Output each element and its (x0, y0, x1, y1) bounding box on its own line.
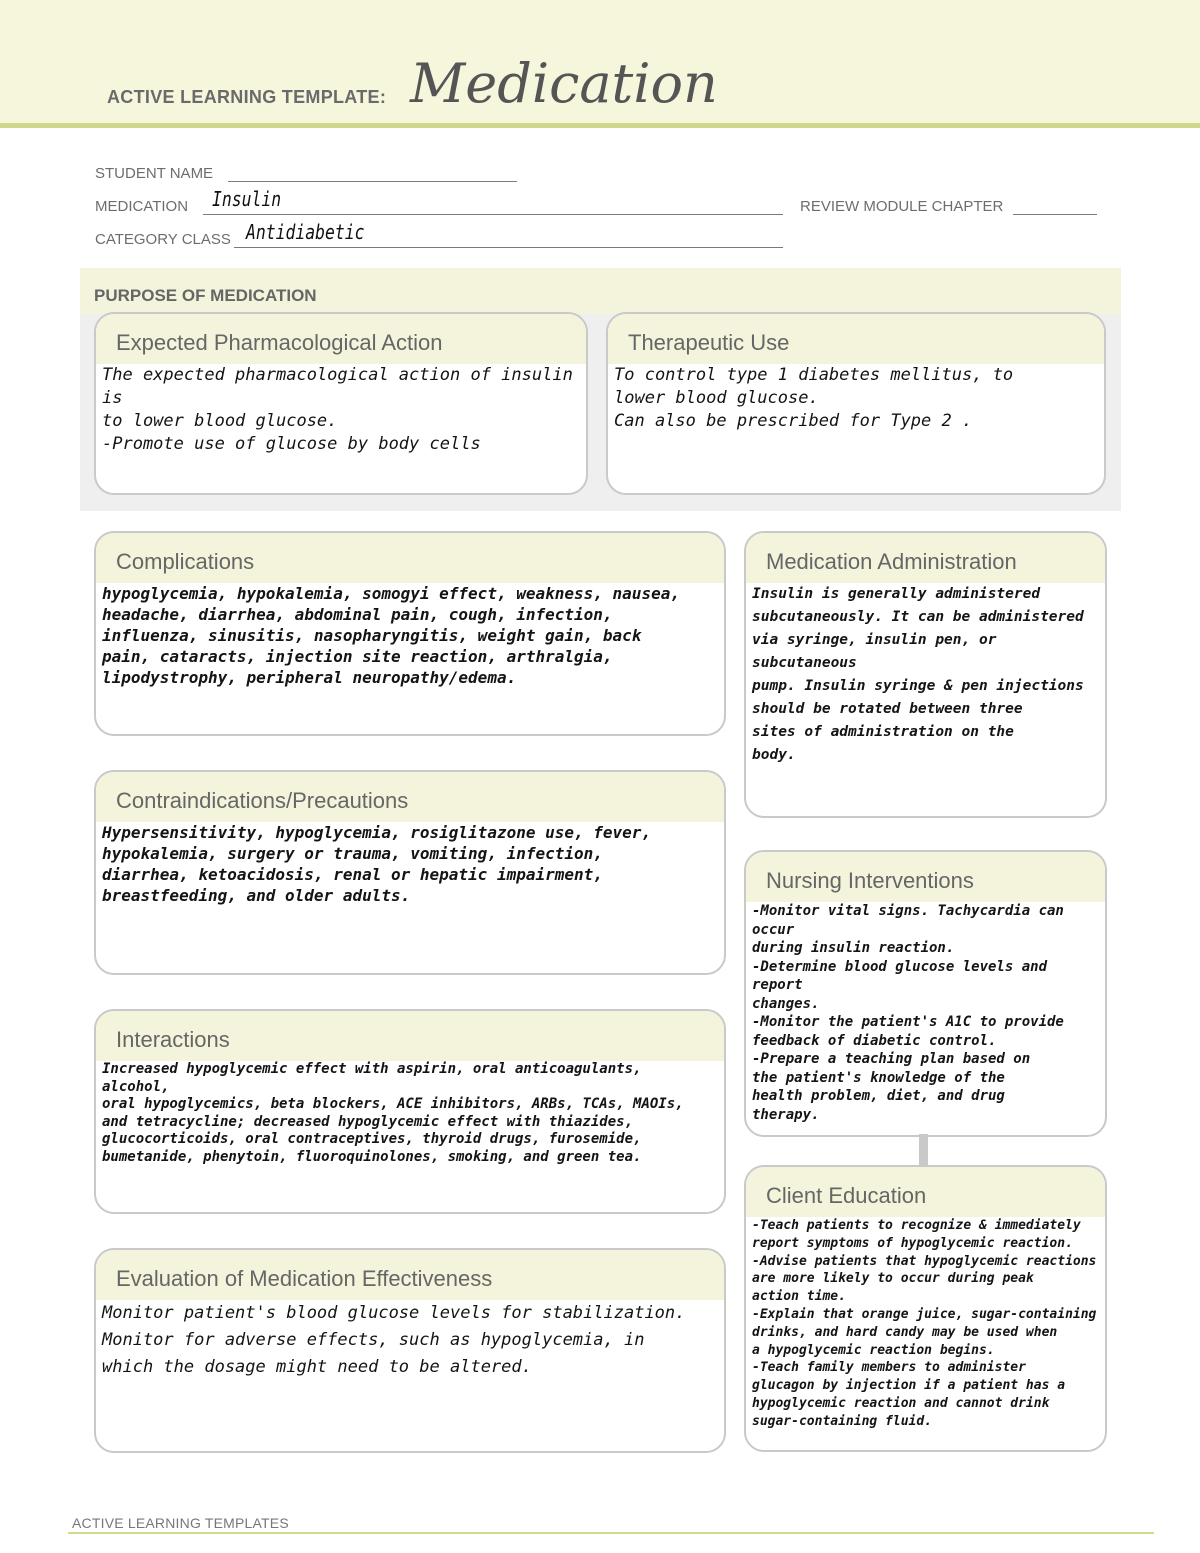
complications-box (94, 531, 726, 736)
expected-action-box (94, 312, 588, 495)
category-class-label: CATEGORY CLASS (95, 231, 231, 248)
nursing-interventions-box (744, 850, 1107, 1137)
administration-text[interactable]: Insulin is generally administered subcutaneously. It can be administered via syringe, insulin pen, or subcutaneous pump. Insulin syringe & pen injections should be rotated between three sites of administration on the body. (752, 586, 1084, 763)
category-class-field[interactable]: Antidiabetic (246, 220, 365, 244)
contraindications-text[interactable]: Hypersensitivity, hypoglycemia, rosiglitazone use, fever, hypokalemia, surgery or trauma, vomiting, infection, diarrhea, ketoacidosis, renal or hepatic impairment, breastfeeding, and older adults. (102, 823, 652, 905)
expected-action-title: Expected Pharmacological Action (116, 330, 443, 355)
template-label: ACTIVE LEARNING TEMPLATE: (107, 87, 387, 107)
footer-label: ACTIVE LEARNING TEMPLATES (72, 1515, 289, 1531)
header-divider (0, 123, 1200, 128)
student-name-line (228, 181, 517, 182)
expected-action-text[interactable]: The expected pharmacological action of insulin is to lower blood glucose. -Promote use of glucose by body cells (102, 365, 573, 454)
interactions-title: Interactions (116, 1027, 230, 1052)
administration-title: Medication Administration (766, 549, 1017, 574)
medication-label: MEDICATION (95, 198, 189, 215)
client-education-box (744, 1165, 1107, 1452)
nursing-interventions-text[interactable]: -Monitor vital signs. Tachycardia can occur during insulin reaction. -Determine blood glucose levels and report changes. -Monitor the patient's A1C to provide feedback of diabetic control. -Prepare a teaching plan based on the patient's knowledge of the health problem, diet, and drug therapy. (752, 903, 1064, 1123)
administration-box (744, 531, 1107, 818)
contraindications-box (94, 770, 726, 975)
evaluation-text[interactable]: Monitor patient's blood glucose levels for stabilization. Monitor for adverse effects, such as hypoglycemia, in which the dosage might need to be altered. (102, 1303, 686, 1377)
review-module-label: REVIEW MODULE CHAPTER (800, 198, 1004, 215)
medication-field[interactable]: Insulin (212, 187, 282, 211)
category-class-line (234, 247, 783, 248)
student-name-label: STUDENT NAME (95, 165, 214, 182)
therapeutic-use-title: Therapeutic Use (628, 330, 790, 355)
client-education-title: Client Education (766, 1183, 927, 1208)
medication-line (203, 214, 783, 215)
interactions-box (94, 1009, 726, 1214)
client-education-text[interactable]: -Teach patients to recognize & immediately report symptoms of hypoglycemic reaction. -Advise patients that hypoglycemic reactions are more likely to occur during peak action time. -Explain that orange juice, sugar-containing drinks, and hard candy may be used when a hypoglycemic reaction begins. -Teach family members to administer glucagon by injection if a patient has a hypoglycemic reaction and cannot drink sugar-containing fluid. (752, 1218, 1097, 1429)
complications-title: Complications (116, 549, 255, 574)
purpose-heading: PURPOSE OF MEDICATION (94, 286, 317, 305)
complications-text[interactable]: hypoglycemia, hypokalemia, somogyi effect, weakness, nausea, headache, diarrhea, abdominal pain, cough, infection, influenza, sinusitis, nasopharyngitis, weight gain, back pain, cataracts, injection site reaction, arthralgia, lipodystrophy, peripheral neuropathy/edema. (102, 584, 680, 687)
review-module-line (1013, 214, 1097, 215)
therapeutic-use-box (606, 312, 1106, 495)
contraindications-title: Contraindications/Precautions (116, 788, 409, 813)
interactions-text[interactable]: Increased hypoglycemic effect with aspirin, oral anticoagulants, alcohol, oral hypoglycemics, beta blockers, ACE inhibitors, ARBs, TCAs, MAOIs, and tetracycline; decreased hypoglycemic effect with thiazides, glucocorticoids, oral contraceptives, thyroid drugs, furosemide, bumetanide, phenytoin, fluoroquinolones, smoking, and green tea. (102, 1061, 684, 1165)
therapeutic-use-text[interactable]: To control type 1 diabetes mellitus, to lower blood glucose. Can also be prescribed for Type 2 . (614, 365, 1014, 431)
connector-line (919, 1134, 928, 1166)
nursing-interventions-title: Nursing Interventions (766, 868, 974, 893)
footer-divider (68, 1532, 1154, 1534)
evaluation-box (94, 1248, 726, 1453)
page-title: Medication (410, 52, 718, 115)
evaluation-title: Evaluation of Medication Effectiveness (116, 1266, 493, 1291)
